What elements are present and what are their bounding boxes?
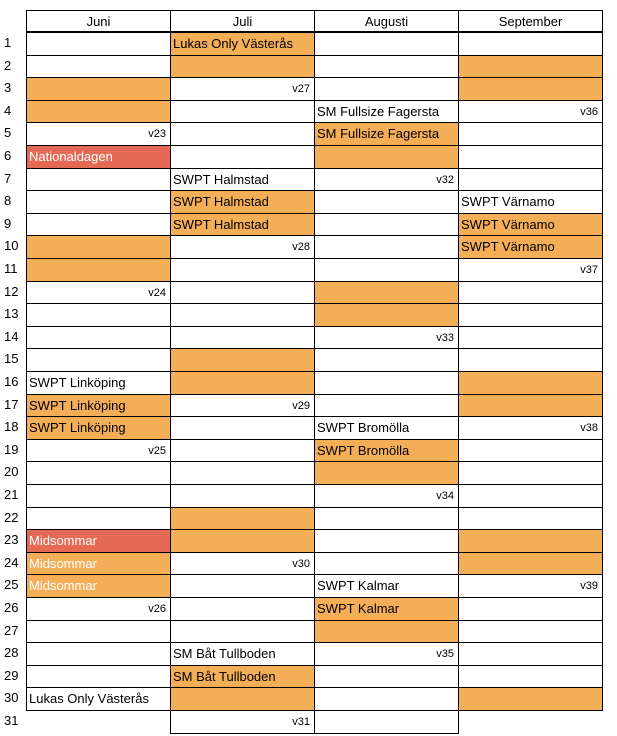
event-label: SM Fullsize Fagersta [317, 103, 440, 119]
calendar-cell[interactable] [314, 100, 459, 124]
calendar-cell[interactable] [170, 190, 315, 214]
calendar-cell[interactable] [458, 145, 603, 169]
calendar-cell[interactable] [458, 100, 603, 124]
calendar-cell[interactable] [458, 303, 603, 327]
calendar-cell[interactable] [26, 77, 171, 101]
day-number: 31 [4, 713, 19, 728]
calendar-cell[interactable] [458, 55, 603, 79]
calendar-cell[interactable] [314, 77, 459, 101]
day-number: 27 [4, 622, 19, 638]
week-number: v27 [292, 83, 310, 96]
calendar-cell[interactable] [314, 394, 459, 418]
month-header-juli: Juli [170, 10, 315, 32]
day-number: 10 [4, 238, 19, 254]
week-number: v30 [292, 557, 310, 570]
calendar-cell[interactable] [170, 77, 315, 101]
calendar-cell[interactable] [170, 55, 315, 79]
calendar-cell[interactable] [26, 665, 171, 689]
event-label: SWPT Kalmar [317, 601, 400, 616]
calendar-cell[interactable] [458, 416, 603, 440]
calendar-cell[interactable] [170, 168, 315, 192]
calendar-cell[interactable] [26, 303, 171, 327]
week-number: v32 [436, 173, 454, 186]
day-number: 9 [4, 215, 12, 231]
calendar-cell[interactable] [458, 597, 603, 621]
calendar-cell[interactable] [458, 168, 603, 192]
week-number: v34 [436, 490, 454, 502]
calendar-cell[interactable] [26, 394, 171, 418]
calendar-cell[interactable] [170, 461, 315, 485]
calendar-cell[interactable] [26, 416, 171, 440]
calendar-cell[interactable] [314, 168, 459, 192]
calendar-cell[interactable] [26, 507, 171, 531]
calendar-cell[interactable] [314, 326, 459, 350]
calendar-cell[interactable] [314, 529, 459, 553]
calendar-cell[interactable] [170, 303, 315, 327]
calendar-cell[interactable] [170, 574, 315, 598]
month-header-juni: Juni [26, 10, 171, 32]
calendar-cell[interactable] [314, 371, 459, 395]
calendar-cell[interactable] [170, 597, 315, 621]
calendar-cell[interactable] [26, 461, 171, 485]
event-label: SWPT Halmstad [173, 194, 269, 210]
calendar-cell[interactable] [314, 281, 459, 305]
calendar-cell[interactable] [170, 348, 315, 372]
day-number: 21 [4, 487, 19, 502]
calendar-cell[interactable] [314, 574, 459, 598]
calendar-cell[interactable] [314, 665, 459, 689]
calendar-cell[interactable] [170, 507, 315, 531]
calendar-cell[interactable] [458, 394, 603, 418]
calendar-cell[interactable] [170, 32, 315, 56]
day-number: 2 [4, 57, 12, 73]
event-label: SWPT Bromölla [317, 420, 410, 436]
event-label: SWPT Halmstad [173, 216, 269, 232]
calendar-cell[interactable] [458, 281, 603, 305]
day-number: 30 [4, 690, 19, 706]
event-label: SWPT Värnamo [461, 194, 555, 210]
day-number: 28 [4, 645, 19, 661]
event-label: SWPT Linköping [29, 375, 126, 390]
calendar-cell[interactable] [26, 574, 171, 598]
day-number: 22 [4, 509, 19, 525]
calendar-cell[interactable] [314, 258, 459, 282]
week-number: v36 [580, 105, 598, 118]
calendar-cell[interactable] [170, 258, 315, 282]
day-number: 24 [4, 554, 19, 570]
calendar-cell[interactable] [458, 122, 603, 146]
calendar-cell[interactable] [458, 258, 603, 282]
calendar-cell[interactable] [26, 371, 171, 395]
calendar-cell[interactable] [458, 190, 603, 214]
day-number: 18 [4, 419, 19, 435]
day-number: 23 [4, 532, 19, 548]
calendar-cell[interactable] [314, 552, 459, 576]
calendar-cell[interactable] [458, 461, 603, 485]
day-number: 15 [4, 351, 19, 367]
calendar-cell[interactable] [314, 642, 459, 666]
week-number: v39 [580, 580, 598, 593]
calendar-cell[interactable] [314, 687, 459, 711]
calendar-cell[interactable] [170, 371, 315, 395]
calendar-cell[interactable] [170, 552, 315, 576]
calendar-cell[interactable] [458, 32, 603, 56]
day-number: 13 [4, 306, 19, 322]
calendar-cell[interactable] [458, 665, 603, 689]
calendar-cell[interactable] [314, 32, 459, 56]
day-number: 17 [4, 396, 19, 412]
day-number: 6 [4, 148, 12, 163]
event-label: Midsommar [29, 533, 97, 549]
calendar-cell[interactable] [314, 122, 459, 146]
day-number: 16 [4, 374, 19, 389]
event-label: SM Fullsize Fagersta [317, 126, 440, 142]
calendar-cell[interactable] [26, 348, 171, 372]
event-label: SWPT Värnamo [461, 216, 555, 232]
calendar-cell[interactable] [314, 416, 459, 440]
calendar-cell[interactable] [26, 100, 171, 124]
calendar-cell[interactable] [314, 145, 459, 169]
day-number: 11 [4, 261, 18, 276]
week-number: v24 [148, 286, 166, 299]
calendar-cell[interactable] [26, 642, 171, 666]
calendar-cell[interactable] [26, 529, 171, 553]
day-number: 3 [4, 80, 12, 96]
calendar-cell[interactable] [314, 213, 459, 237]
day-number: 19 [4, 441, 19, 457]
calendar-cell[interactable] [314, 55, 459, 79]
week-number: v25 [148, 444, 166, 457]
calendar-cell[interactable] [458, 574, 603, 598]
week-number: v38 [580, 422, 598, 435]
calendar-cell[interactable] [26, 484, 171, 508]
calendar-cell[interactable] [314, 484, 459, 508]
day-number: 25 [4, 577, 19, 593]
calendar-cell[interactable] [170, 484, 315, 508]
event-label: SWPT Linköping [29, 397, 126, 413]
calendar-cell[interactable] [170, 122, 315, 146]
calendar-cell[interactable] [26, 122, 171, 146]
calendar-cell[interactable] [458, 529, 603, 553]
week-number: v28 [292, 241, 310, 254]
calendar-cell[interactable] [458, 439, 603, 463]
week-number: v29 [292, 399, 310, 412]
calendar-cell[interactable] [170, 213, 315, 237]
event-label: Lukas Only Västerås [173, 36, 293, 51]
calendar-cell[interactable] [170, 687, 315, 711]
calendar-cell[interactable] [458, 326, 603, 350]
week-number: v33 [436, 331, 454, 344]
calendar-cell[interactable] [170, 326, 315, 350]
calendar-cell[interactable] [26, 190, 171, 214]
day-number: 26 [4, 600, 19, 615]
day-number: 1 [4, 35, 12, 50]
day-number: 8 [4, 193, 12, 209]
calendar-cell[interactable] [26, 168, 171, 192]
calendar-cell[interactable] [458, 552, 603, 576]
month-header-september: September [458, 10, 603, 32]
calendar-cell[interactable] [26, 145, 171, 169]
event-label: SM Båt Tullboden [173, 668, 276, 684]
calendar-cell[interactable] [314, 235, 459, 259]
calendar-cell[interactable] [170, 416, 315, 440]
calendar-cell[interactable] [458, 371, 603, 395]
calendar-cell[interactable] [314, 439, 459, 463]
day-number: 12 [4, 283, 19, 299]
calendar-cell[interactable] [170, 529, 315, 553]
event-label: SWPT Bromölla [317, 442, 410, 458]
event-label: SWPT Halmstad [173, 171, 269, 187]
event-label: Midsommar [29, 578, 97, 594]
calendar-cell[interactable] [26, 326, 171, 350]
calendar-cell[interactable] [26, 213, 171, 237]
calendar-cell[interactable] [26, 620, 171, 644]
day-number: 29 [4, 667, 19, 683]
calendar-cell[interactable] [170, 642, 315, 666]
calendar-cell[interactable] [458, 507, 603, 531]
calendar-cell[interactable] [170, 145, 315, 169]
calendar-cell[interactable] [26, 552, 171, 576]
calendar-cell[interactable] [170, 235, 315, 259]
calendar-cell[interactable] [26, 55, 171, 79]
calendar-cell[interactable] [314, 190, 459, 214]
calendar-cell[interactable] [170, 439, 315, 463]
calendar-cell[interactable] [458, 77, 603, 101]
week-number: v37 [580, 264, 598, 276]
day-number: 14 [4, 328, 19, 344]
calendar-cell[interactable] [458, 235, 603, 259]
calendar-cell[interactable] [458, 348, 603, 372]
calendar-cell[interactable] [314, 620, 459, 644]
event-label: SWPT Kalmar [317, 578, 400, 594]
calendar-cell[interactable] [314, 461, 459, 485]
event-label: SWPT Värnamo [461, 239, 555, 255]
day-number: 20 [4, 464, 19, 480]
calendar-cell[interactable] [458, 213, 603, 237]
calendar-cell[interactable] [26, 597, 171, 621]
calendar-cell[interactable] [26, 281, 171, 305]
calendar-cell[interactable] [26, 258, 171, 282]
calendar-cell[interactable] [170, 394, 315, 418]
event-label: Midsommar [29, 555, 97, 571]
event-label: Nationaldagen [29, 149, 113, 164]
calendar-cell[interactable] [314, 710, 459, 734]
calendar-cell[interactable] [458, 484, 603, 508]
week-number: v35 [436, 648, 454, 661]
day-number: 5 [4, 125, 12, 141]
calendar-cell[interactable] [170, 710, 315, 734]
calendar-cell[interactable] [26, 32, 171, 56]
week-number: v23 [148, 128, 166, 141]
week-number: v26 [148, 603, 166, 615]
day-number: 4 [4, 102, 12, 118]
calendar-cell[interactable] [26, 439, 171, 463]
week-number: v31 [292, 716, 310, 728]
day-number: 7 [4, 170, 12, 186]
event-label: SM Båt Tullboden [173, 646, 276, 662]
calendar-cell[interactable] [314, 597, 459, 621]
calendar-cell[interactable] [170, 281, 315, 305]
calendar-cell[interactable] [26, 235, 171, 259]
calendar-cell[interactable] [314, 303, 459, 327]
calendar-cell[interactable] [458, 687, 603, 711]
calendar-cell[interactable] [170, 100, 315, 124]
event-label: SWPT Linköping [29, 420, 126, 436]
calendar-cell[interactable] [314, 507, 459, 531]
calendar-cell[interactable] [458, 620, 603, 644]
calendar-cell[interactable] [314, 348, 459, 372]
month-header-augusti: Augusti [314, 10, 459, 32]
event-label: Lukas Only Västerås [29, 691, 149, 707]
calendar-cell[interactable] [170, 665, 315, 689]
calendar-cell[interactable] [26, 687, 171, 711]
calendar-cell[interactable] [458, 642, 603, 666]
calendar-cell[interactable] [170, 620, 315, 644]
